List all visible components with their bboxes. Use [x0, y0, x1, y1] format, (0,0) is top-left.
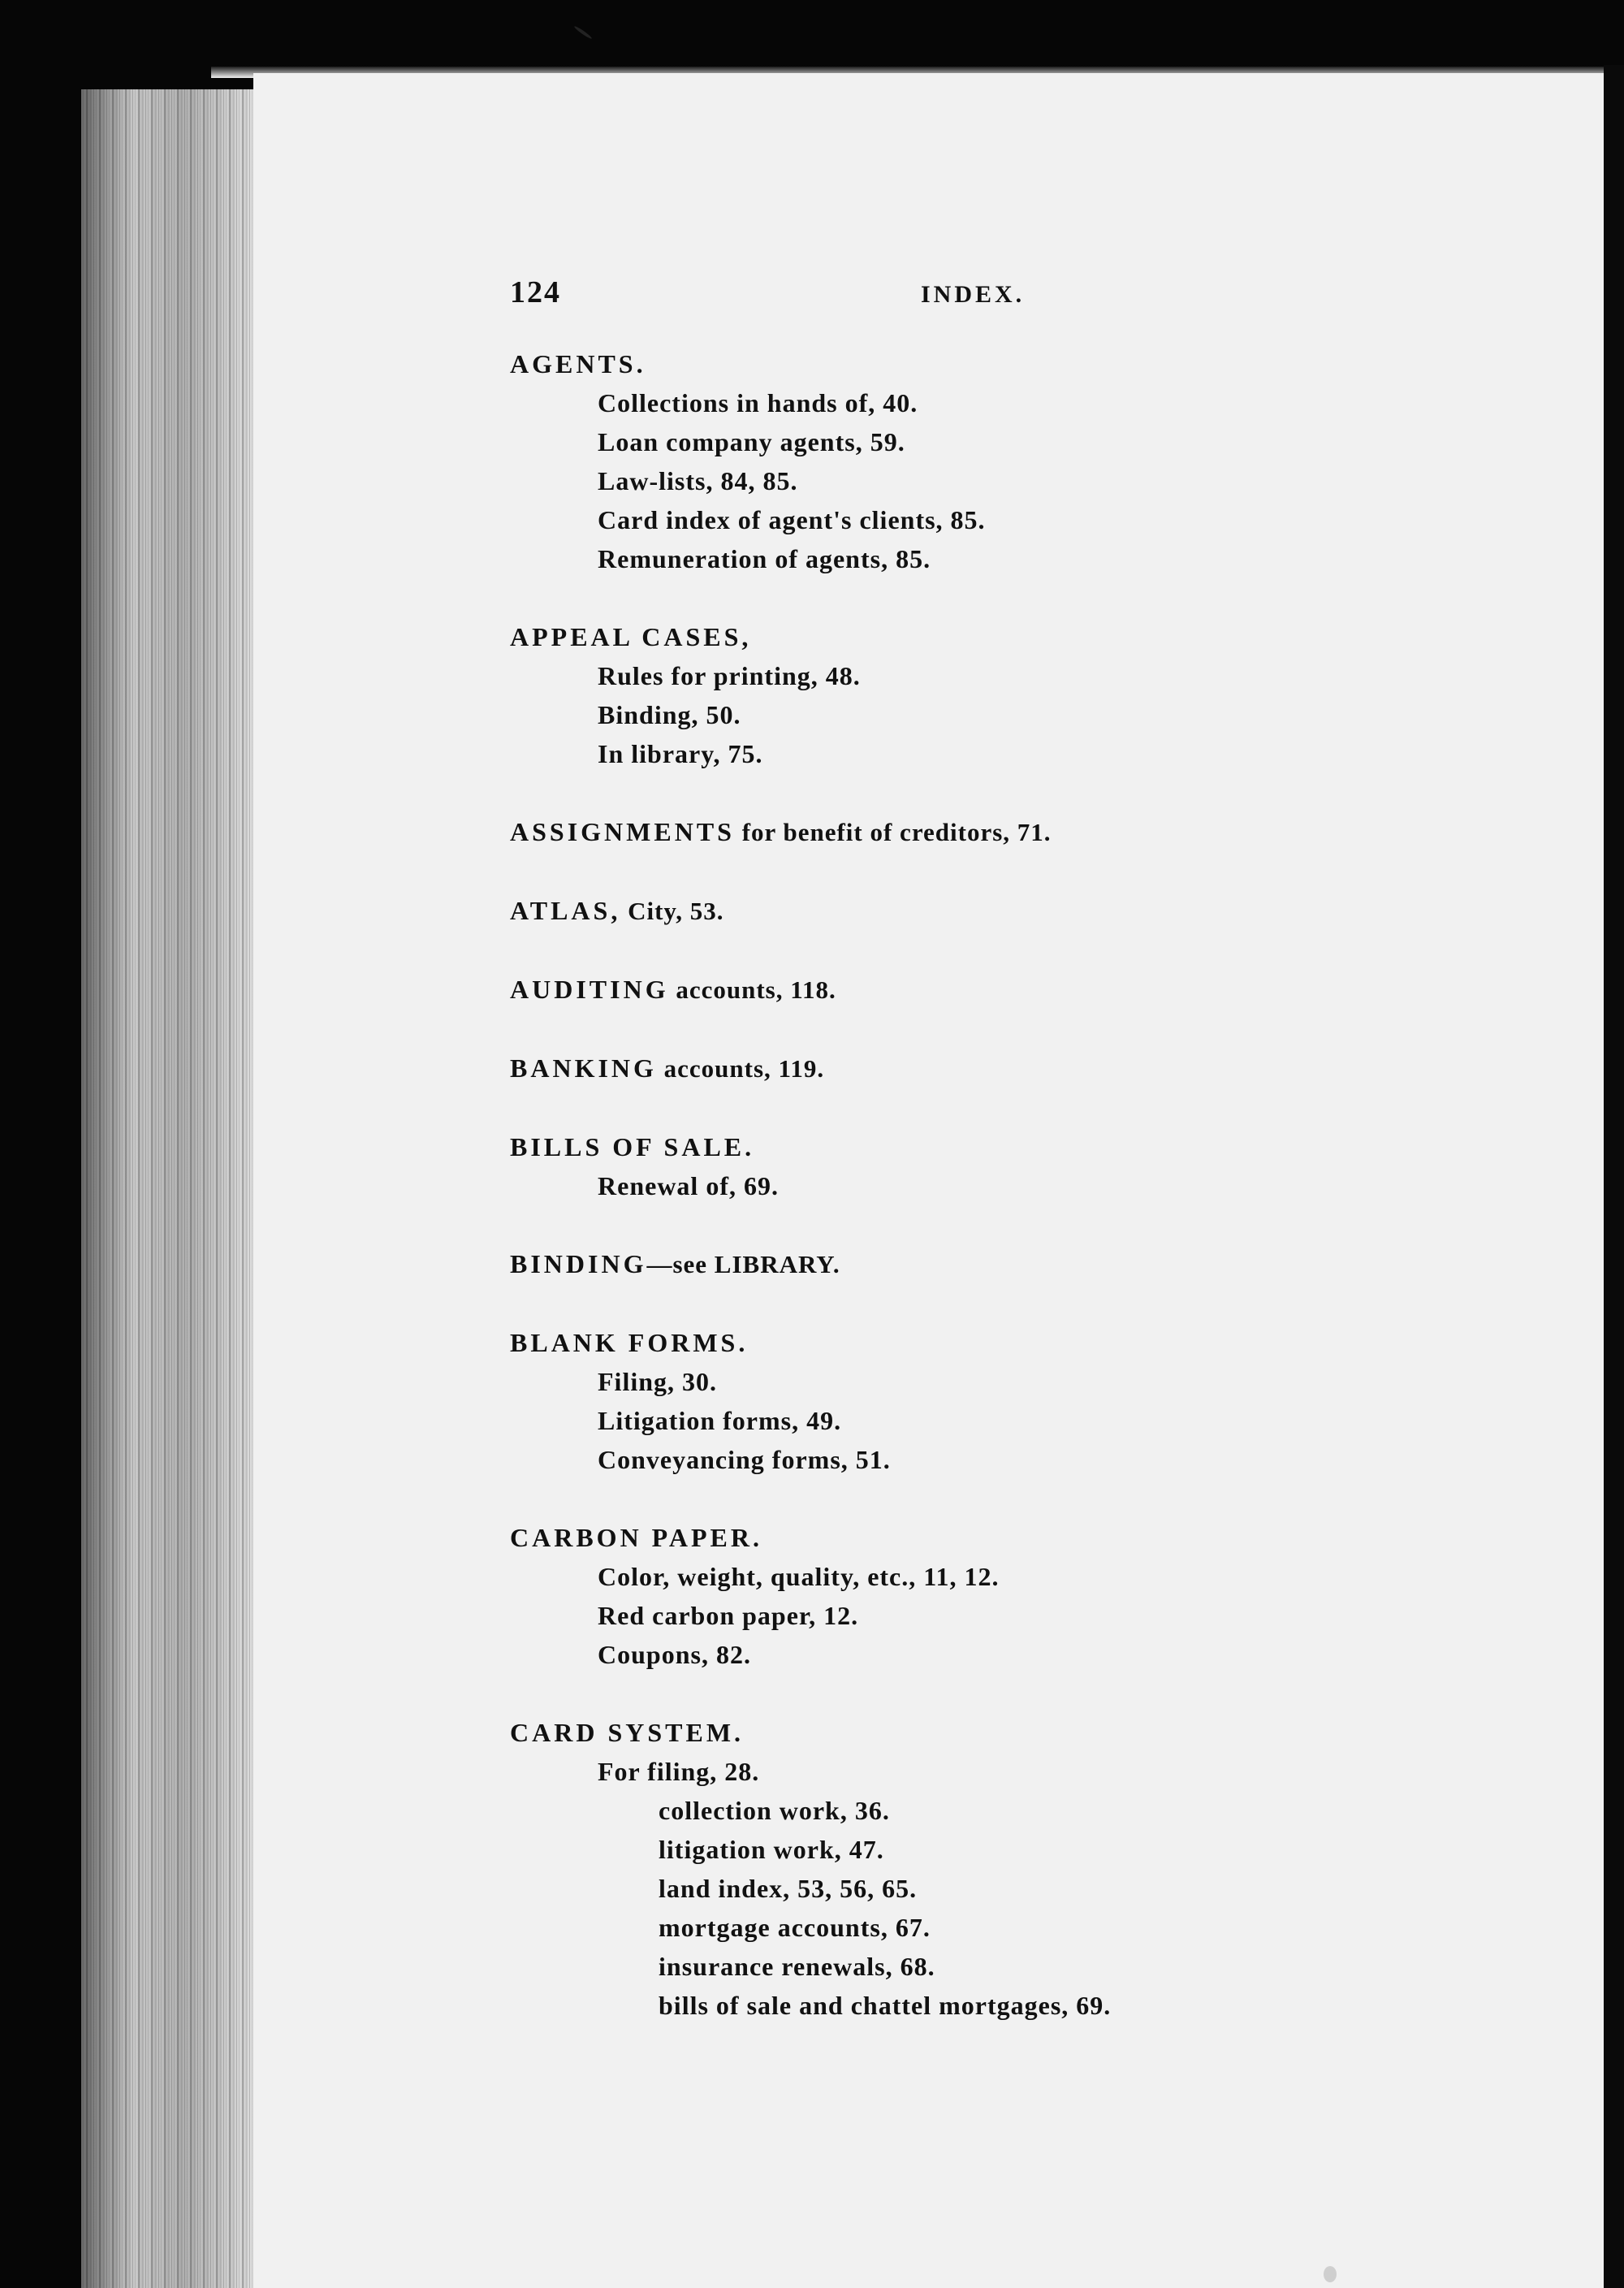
index-entry-auditing: [510, 970, 1566, 1010]
sub-entry: Litigation forms, 49.: [598, 1406, 842, 1435]
entry-heading: CARD SYSTEM.: [510, 1718, 745, 1747]
entry-heading: BILLS OF SALE.: [510, 1132, 755, 1161]
sub-entry: In library, 75.: [598, 739, 763, 768]
entry-heading: ATLAS, City, 53.: [510, 896, 724, 925]
entry-heading: BLANK FORMS.: [510, 1328, 749, 1357]
running-head: INDEX.: [921, 281, 1026, 308]
sub-sub-entry: land index, 53, 56, 65.: [659, 1874, 918, 1903]
index-entry-binding: [510, 1244, 1566, 1284]
index-list: [510, 344, 1566, 2064]
index-entry-card-system: [510, 1713, 1566, 2025]
sub-entry: Conveyancing forms, 51.: [598, 1445, 891, 1474]
sub-sub-entry: bills of sale and chattel mortgages, 69.: [659, 1991, 1112, 2020]
entry-heading: AUDITING accounts, 118.: [510, 975, 836, 1004]
index-entry-appeal-cases: [510, 617, 1566, 773]
sub-entry: Renewal of, 69.: [598, 1171, 779, 1200]
index-entry-agents: [510, 344, 1566, 578]
entry-heading: CARBON PAPER.: [510, 1523, 762, 1552]
sub-entry: Card index of agent's clients, 85.: [598, 505, 986, 534]
index-entry-banking: [510, 1049, 1566, 1088]
page-number: 124: [510, 275, 561, 309]
sub-entry: Red carbon paper, 12.: [598, 1601, 859, 1630]
sub-sub-entry: mortgage accounts, 67.: [659, 1913, 931, 1942]
entry-heading: APPEAL CASES,: [510, 622, 752, 651]
sub-entry: Remuneration of agents, 85.: [598, 544, 931, 573]
right-page-border: [1604, 65, 1624, 2288]
index-entry-atlas: [510, 891, 1566, 931]
index-entry-blank-forms: [510, 1323, 1566, 1479]
sub-entry: For filing, 28.: [598, 1757, 760, 1786]
sub-sub-entry: insurance renewals, 68.: [659, 1952, 935, 1981]
sub-entry: Rules for printing, 48.: [598, 661, 861, 690]
entry-heading: ASSIGNMENTS for benefit of creditors, 71.: [510, 817, 1052, 846]
index-entry-carbon-paper: [510, 1518, 1566, 1674]
index-entry-assignments: [510, 812, 1566, 852]
sub-entry: Binding, 50.: [598, 700, 741, 729]
entry-heading: BANKING accounts, 119.: [510, 1053, 825, 1083]
sub-entry: Color, weight, quality, etc., 11, 12.: [598, 1562, 1000, 1591]
sub-sub-entry: collection work, 36.: [659, 1796, 890, 1825]
sub-entry: Coupons, 82.: [598, 1640, 751, 1669]
sub-entry: Collections in hands of, 40.: [598, 388, 918, 417]
entry-heading: BINDING—see LIBRARY.: [510, 1249, 840, 1278]
sub-sub-entry: litigation work, 47.: [659, 1835, 884, 1864]
scan-mark: [1324, 2266, 1337, 2282]
entry-heading: AGENTS.: [510, 349, 646, 378]
sub-entry: Filing, 30.: [598, 1367, 718, 1396]
sub-entry: Loan company agents, 59.: [598, 427, 905, 456]
index-entry-bills-of-sale: [510, 1127, 1566, 1205]
sub-entry: Law-lists, 84, 85.: [598, 466, 798, 495]
page-edge-shadow: [81, 89, 256, 2288]
